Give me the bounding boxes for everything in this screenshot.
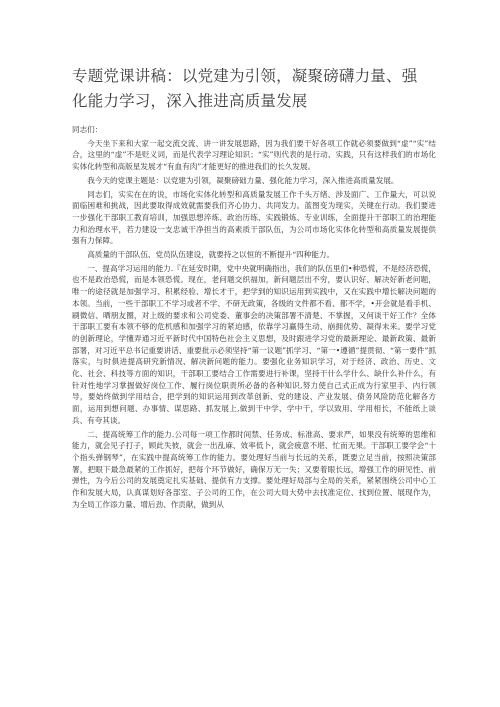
paragraph: 同志们，实实在在的说，市场化实体化转型和高质量发展工作千头万绪、涉及面广、工作量大，可以说面临困难和挑战，因此要取得成效就需要我们齐心协力、共同发力。蓝图变为现实，关键在行动。我们要进一步强化干部职工教育培训，加强思想淬炼、政治历练、实践锻炼、专业训练，全面提升干部职工的治理能力和治理水平，若力建设一支忠诚干净担当的高素质干部队伍，为公司市场化实体化转型和高质量发展提供强有力保障。 [72, 189, 436, 246]
paragraph: 高质量的干部队伍、党员队伍建设，就要持之以恒的不断提升“四种能力。 [87, 250, 335, 260]
salutation: 同志们： [72, 125, 103, 134]
paragraph: 我今天的党课主题是：以党建为引领，凝聚磅础力量、强化能力学习，深入推进高质量发展。 [87, 175, 399, 185]
paragraph: 今天坐下来和大家一起交流交流、讲一讲发展思路，因为我们要干好各项工作就必须要做到“虚”“实”结合，这里的“虚”不是贬义词，而是代表学习理论知识；“实”则代表的是行动、实践，只有这样我们的市场化实体化转型和高版星发展才“有血有肉”才能更好的推进我们的长久发展。 [72, 138, 436, 172]
paragraph: 二、提高统筹工作的能力.公司每一项工作都时间禁、任务成、标准高、要求严，如果没有统筹的思维和能力，就会见子打子，顾此失彼，就会一出乱麻、效率低卜，就会疲意不堪、忙而无果。干部职工要学会“十个指头弹钢琴”，在实践中提高统筹工作的能力。要处理好当前与长远的关系，既要立足当前，按照决策部署，把眼下最急最紧的工作抓好，把每个环节做好，确保万无一失；又要着眼长远，增强工作的研见性、前弹性，为今后公司的发展奠定扎实基础、提供有力支撑。要处理好局部与全局的关系，紧紧围绕公司中心工作和发展大局，认真谋划好各部室、子公司的工作，在公司大局大势中去找准定位、找到位置、展现作为，为全局工作添力量、增后劲、作贡献，做到从 [72, 429, 436, 509]
document-body [72, 124, 436, 513]
paragraph: 一、提高学习运用的能力.『在延安时期，党中央就明确指出，我们的队伍里们•种恐慌，不是经济恐慌，也不是政治恐慌，而是本领恐慌。现在，老问题交织福加，新问题层出不穷，要认识好、解决好新老问题，唯一的途径就是加强学习、积累经验、增长才干，把学到的知识运用到实践中，又在实践中增长解决问题的本领。当前，一些干部职工不学习或者不学、不研无政策，各级的文件都不看、都不学，•开会就是看手机、刷微信、晒朋友圈，对上级的要求和公司党委、董事会的决策部署不清楚、不掌握，又何谈干好工作？全体干部职工要有本领不够的危机感和加强学习的紧迫感，依靠学习赢得生动、崩拥优势、凝得未来。要学习党的创新理论，学懂弄通习近平新时代中国特色社会主义思想，及时跟进学习党的最新理论、最新政策、最新部署，对习近平总书记重要讲话、重要批示必须坚持“第一议题”抓学习、“第一•遵循”提贯彻、“第一要件”抓落实，与时俱进提高研究新情况、解决新问题的能力。要强化业务知识学习，对于经济、政治、历史、文化、社会、科技等方面的知识，干部职工要结合工作需要进行补课，坚持干什么学什么、缺什么补什么，有针对性地学习掌握做好岗位工作、履行岗位职责所必备的各种知识,努力使自己式正成为行家里手、内行领导，要始终做到学用结合，把学到的知识运用到改革创新、党的建设、产业发展、债务风险防范化解各方面，运用到想问题、办事情、谋思路、抓发展上,做到干中学、学中干，学以致用、学用相长，不能纸上谈兵、有夸其谈。 [72, 263, 436, 425]
document-title: 专题党课讲稿：以党建为引领，凝聚磅礴力量、强化能力学习，深入推进高质量发展 [72, 67, 418, 110]
